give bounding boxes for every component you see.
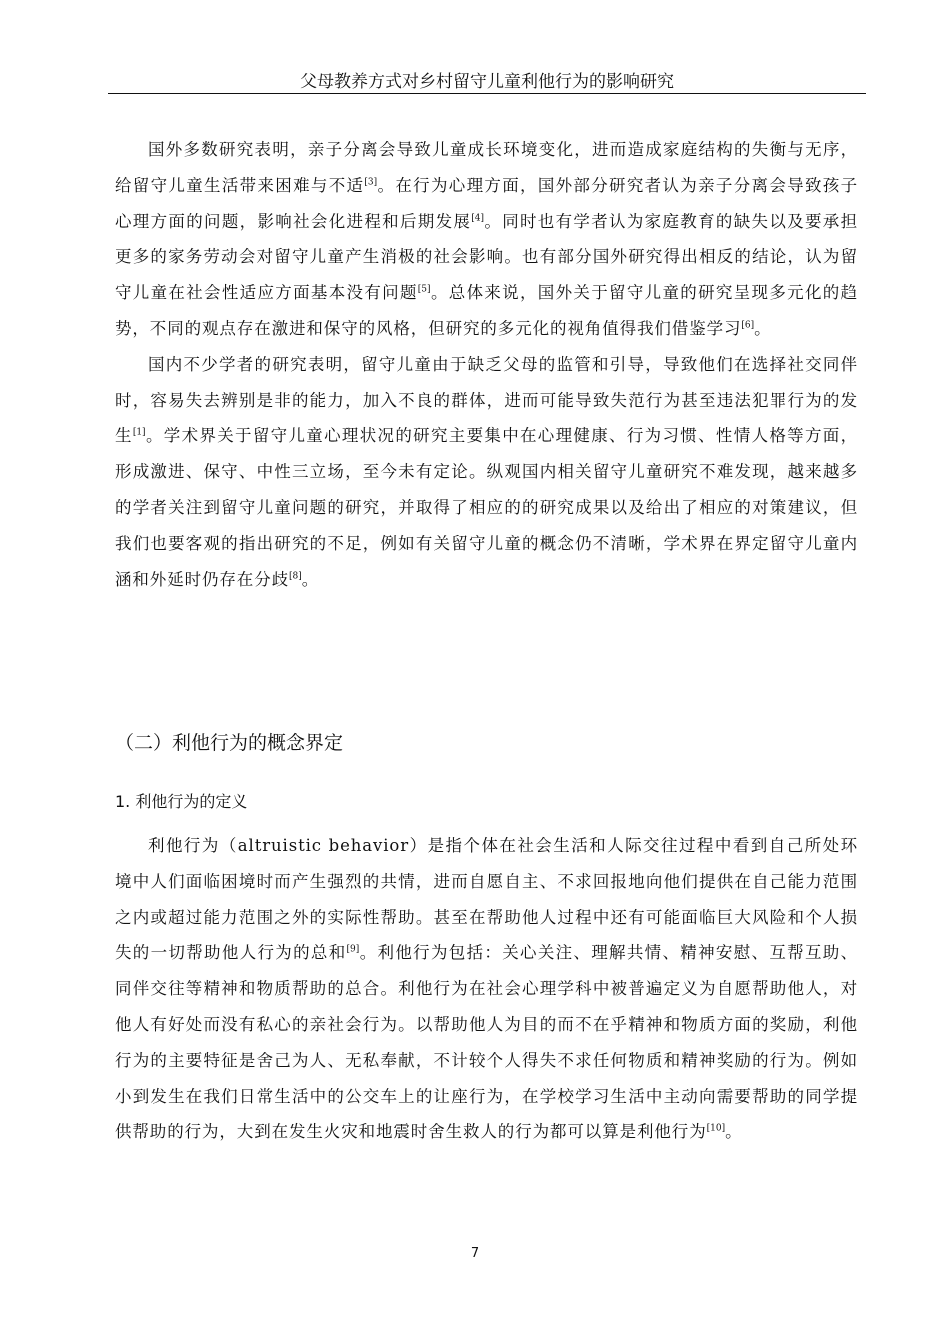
section-heading: （二）利他行为的概念界定 xyxy=(115,732,344,754)
citation-ref: [3] xyxy=(364,177,378,188)
subsection-heading: 1. 利他行为的定义 xyxy=(115,792,248,811)
paragraph-altruism-definition xyxy=(115,828,858,1150)
paragraph-text: 。 xyxy=(754,318,772,338)
paragraph-text: 利他行为（altruistic behavior）是指个体在社会生活和人际交往过程中看到自己所处环境中人们面临困境时而产生强烈的共情，进而自愿自主、不求回报地向他们提供在自己能力范围之内或超过能力范围之外的实际性帮助。甚至在帮助他人过程中还有可能面临巨大风险和个人损失的一切帮助他人行为的总和 xyxy=(115,836,858,963)
paragraph-text: 国外多数研究表明，亲子分离会导致儿童成长环境变化，进而造成家庭结构的失衡与无序，给留守儿童生活带来困难与不适 xyxy=(115,140,858,195)
paragraph-text: 。在行为心理方面，国外部分研究者认为亲子分离会导致孩子心理方面的问题，影响社会化进程和后期发展 xyxy=(115,175,858,231)
paragraph-text: 。学术界关于留守儿童心理状况的研究主要集中在心理健康、行为习惯、性情人格等方面，形成激进、保守、中性三立场，至今未有定论。纵观国内相关留守儿童研究不难发现，越来越多的学者关注到留守儿童问题的研究，并取得了相应的的研究成果以及给出了相应的对策建议，但我们也要客观的指出研究的不足，例如有关留守儿童的概念仍不清晰，学术界在界定留守儿童内涵和外延时仍存在分歧 xyxy=(115,426,858,589)
citation-ref: [8] xyxy=(289,571,302,582)
citation-ref: [4] xyxy=(471,213,484,224)
header-rule xyxy=(108,93,866,94)
citation-ref: [6] xyxy=(741,320,755,331)
page-number: 7 xyxy=(470,1246,480,1261)
paragraph-foreign-research xyxy=(115,132,858,347)
paragraph-text: 。 xyxy=(301,569,320,589)
paragraph-domestic-research xyxy=(115,347,858,598)
paragraph-text: 。 xyxy=(725,1122,743,1142)
paragraph-text: 。利他行为包括：关心关注、理解共情、精神安慰、互帮互助、同伴交往等精神和物质帮助的总合。利他行为在社会心理学科中被普遍定义为自愿帮助他人，对他人有好处而没有私心的亲社会行为。以帮助他人为目的而不在乎精神和物质方面的奖励，利他行为的主要特征是舍己为人、无私奉献，不计较个人得失不求任何物质和精神奖励的行为。例如小到发生在我们日常生活中的公交车上的让座行为，在学校学习生活中主动向需要帮助的同学提供帮助的行为，大到在发生火灾和地震时舍生救人的行为都可以算是利他行为 xyxy=(115,943,858,1142)
paragraph-text: 。总体来说，国外关于留守儿童的研究呈现多元化的趋势，不同的观点存在激进和保守的风格，但研究的多元化的视角值得我们借鉴学习 xyxy=(115,283,858,338)
paragraph-text: 国内不少学者的研究表明，留守儿童由于缺乏父母的监管和引导，导致他们在选择社交同伴时，容易失去辨别是非的能力，加入不良的群体，进而可能导致失范行为甚至违法犯罪行为的发生 xyxy=(115,354,858,446)
citation-ref: [9] xyxy=(346,944,360,955)
body-text xyxy=(115,132,858,597)
citation-ref: [5] xyxy=(417,284,431,295)
paragraph-text: 。同时也有学者认为家庭教育的缺失以及要承担更多的家务劳动会对留守儿童产生消极的社会影响。也有部分国外研究得出相反的结论，认为留守儿童在社会性适应方面基本没有问题 xyxy=(115,211,858,303)
citation-ref: [10] xyxy=(706,1123,726,1134)
body-text-definition xyxy=(115,828,858,1150)
citation-ref: [1] xyxy=(132,427,146,438)
running-header: 父母教养方式对乡村留守儿童利他行为的影响研究 xyxy=(300,72,674,92)
